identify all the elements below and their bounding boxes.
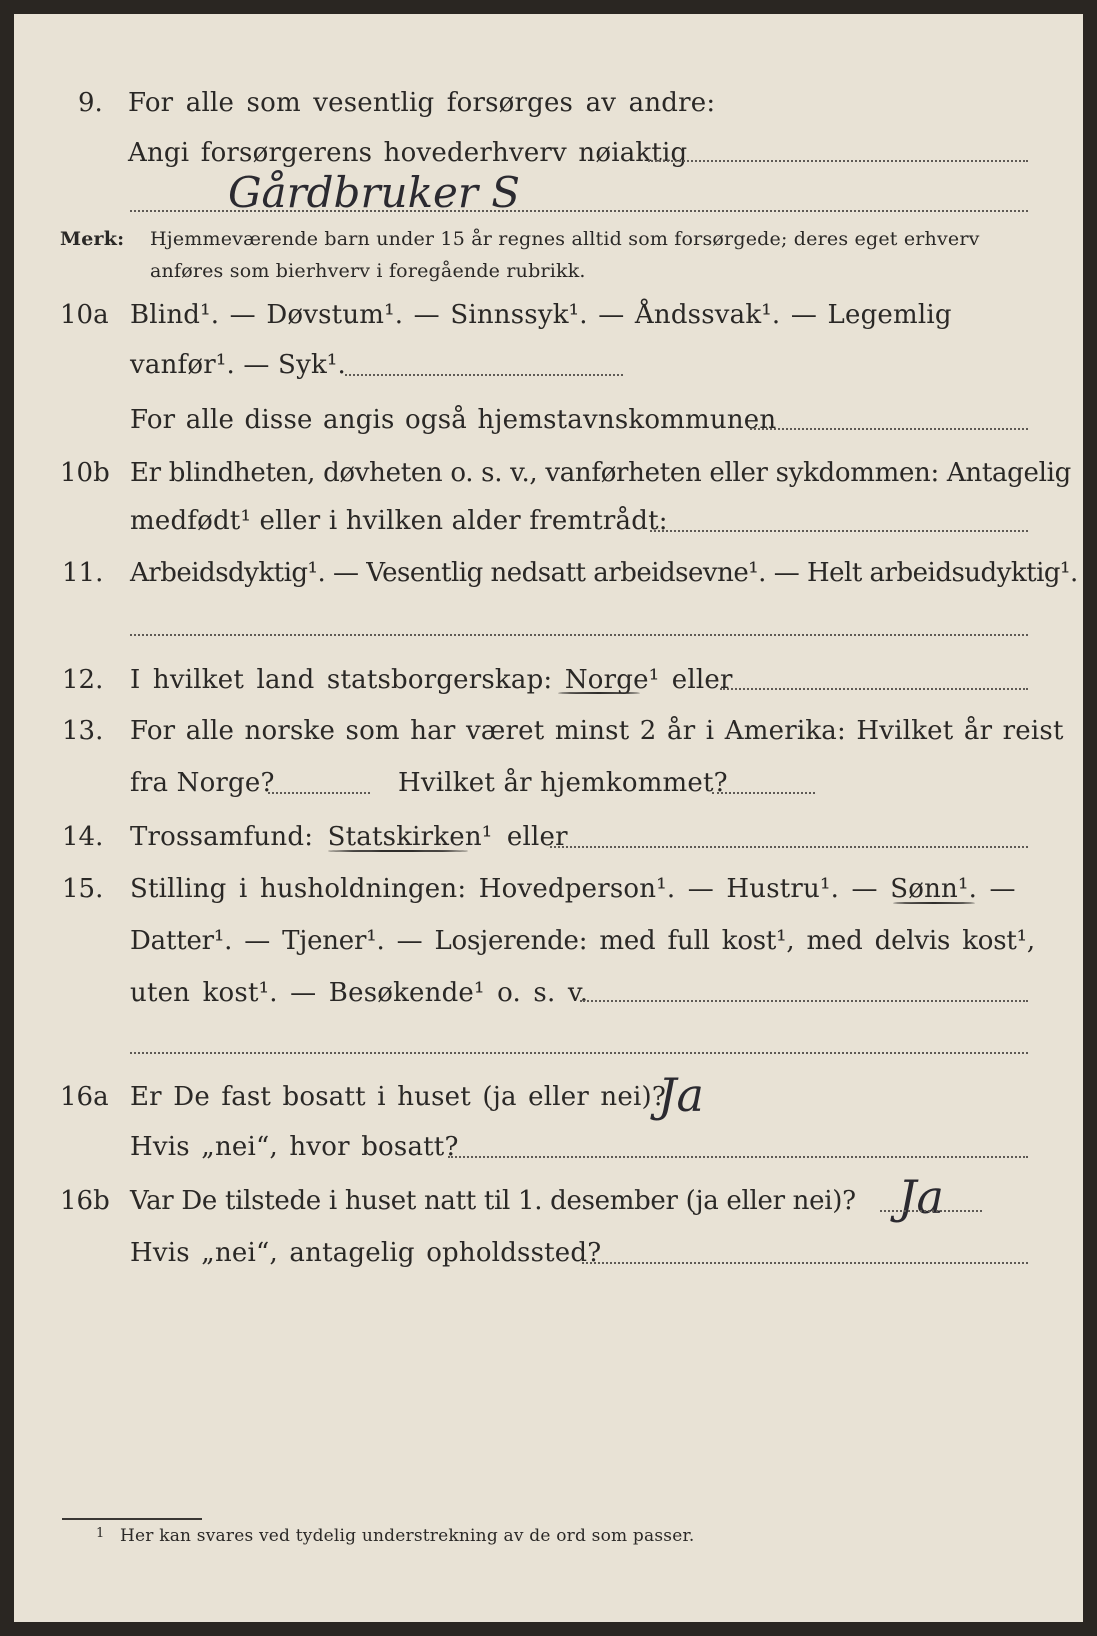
q10b-number: 10b bbox=[60, 458, 110, 488]
q10a-line-2: vanfør¹. — Syk¹. bbox=[130, 350, 346, 380]
footnote-rule bbox=[62, 1518, 202, 1520]
q11-line-1: Arbeidsdyktig¹. — Vesentlig nedsatt arbeidsevne¹. — Helt arbeidsudyktig¹. bbox=[130, 558, 1078, 588]
q9-prompt: Angi forsørgerens hovederhverv nøiaktig bbox=[128, 138, 688, 168]
q9-number: 9. bbox=[78, 88, 103, 118]
q9-dotted-line bbox=[648, 160, 1028, 162]
q10a-syk-line bbox=[345, 374, 623, 376]
q10a-line-3: For alle disse angis også hjemstavnskommunen bbox=[130, 405, 777, 435]
q16b-handwritten-answer: Ja bbox=[898, 1170, 944, 1224]
merk-label: Merk: bbox=[60, 228, 125, 250]
q13-hjemkommet-line bbox=[712, 792, 815, 794]
q15-number: 15. bbox=[62, 874, 104, 904]
footnote-text: Her kan svares ved tydelig understrekning av de ord som passer. bbox=[120, 1526, 695, 1546]
q16b-answer-line bbox=[880, 1210, 982, 1212]
q15-answer-line bbox=[130, 1052, 1028, 1054]
q14-number: 14. bbox=[62, 822, 104, 852]
q9-question: For alle som vesentlig forsørges av andre: bbox=[128, 88, 716, 118]
q11-answer-line bbox=[130, 634, 1028, 636]
q12-norge-underline bbox=[558, 692, 640, 694]
q14-line-1: Trossamfund: Statskirken¹ eller bbox=[130, 822, 568, 852]
q16b-line-1: Var De tilstede i huset natt til 1. desember (ja eller nei)? bbox=[130, 1186, 856, 1216]
q10a-kommune-line bbox=[750, 428, 1028, 430]
q13-line-2b: Hvilket år hjemkommet? bbox=[398, 768, 728, 798]
q16a-line-1: Er De fast bosatt i huset (ja eller nei)? bbox=[130, 1082, 666, 1112]
footnote-mark: 1 bbox=[96, 1526, 105, 1541]
q16b-line-2: Hvis „nei“, antagelig opholdssted? bbox=[130, 1238, 602, 1268]
q16a-number: 16a bbox=[60, 1082, 109, 1112]
q10b-line-2: medfødt¹ eller i hvilken alder fremtrådt: bbox=[130, 506, 668, 536]
q13-reist-line bbox=[268, 792, 370, 794]
q14-trossamfund-line bbox=[550, 846, 1028, 848]
q13-line-2a: fra Norge? bbox=[130, 768, 275, 798]
q12-line-1: I hvilket land statsborgerskap: Norge¹ eller bbox=[130, 665, 733, 695]
q16a-bosatt-line bbox=[448, 1156, 1028, 1158]
q12-number: 12. bbox=[62, 665, 104, 695]
q13-number: 13. bbox=[62, 716, 104, 746]
q10a-line-1: Blind¹. — Døvstum¹. — Sinnssyk¹. — Åndssvak¹. — Legemlig bbox=[130, 300, 952, 330]
q13-line-1: For alle norske som har været minst 2 år i Amerika: Hvilket år reist bbox=[130, 716, 1064, 746]
q14-statskirken-underline bbox=[328, 850, 468, 852]
q15-besokende-line bbox=[580, 1000, 1028, 1002]
q15-line-1: Stilling i husholdningen: Hovedperson¹. — Hustru¹. — Sønn¹. — bbox=[130, 874, 1016, 904]
q16b-number: 16b bbox=[60, 1186, 110, 1216]
q15-sonn-underline bbox=[893, 902, 975, 904]
q16a-line-2: Hvis „nei“, hvor bosatt? bbox=[130, 1132, 459, 1162]
census-form-page bbox=[14, 14, 1083, 1622]
q11-number: 11. bbox=[62, 558, 104, 588]
q10a-number: 10a bbox=[60, 300, 109, 330]
q9-handwritten-answer: Gårdbruker S bbox=[228, 168, 521, 217]
q15-line-2: Datter¹. — Tjener¹. — Losjerende: med full kost¹, med delvis kost¹, bbox=[130, 926, 1035, 956]
q16a-handwritten-answer: Ja bbox=[658, 1068, 704, 1122]
q15-line-3: uten kost¹. — Besøkende¹ o. s. v. bbox=[130, 978, 589, 1008]
q12-country-line bbox=[720, 688, 1028, 690]
q9-answer-line bbox=[130, 210, 1028, 212]
merk-line-1: Hjemmeværende barn under 15 år regnes alltid som forsørgede; deres eget erhverv bbox=[150, 228, 980, 250]
merk-line-2: anføres som bierhverv i foregående rubrikk. bbox=[150, 260, 586, 282]
q10b-age-line bbox=[650, 530, 1028, 532]
q16b-opholdssted-line bbox=[582, 1262, 1028, 1264]
q10b-line-1: Er blindheten, døvheten o. s. v., vanførheten eller sykdommen: Antagelig bbox=[130, 458, 1071, 488]
